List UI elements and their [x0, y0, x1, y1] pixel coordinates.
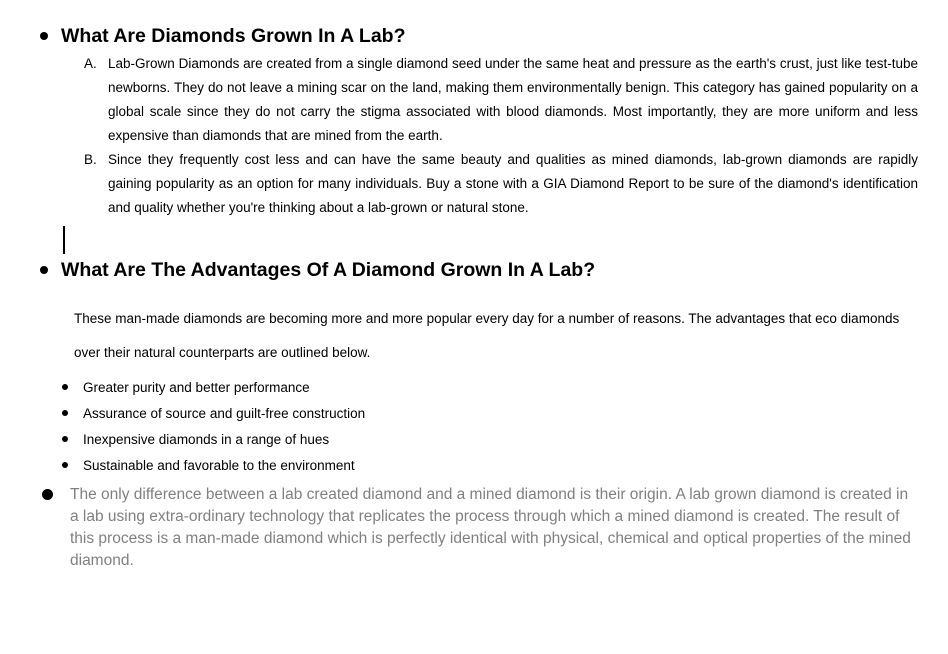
list-marker-a: A. [84, 56, 97, 71]
list-item[interactable] [62, 452, 365, 478]
section2-intro-paragraph[interactable]: These man-made diamonds are becoming more and more popular every day for a number of reasons. The advantages that eco diamonds over their natural counterparts are outlined below. [74, 311, 900, 360]
list-item[interactable] [62, 400, 365, 426]
section2-heading[interactable]: What Are The Advantages Of A Diamond Grown In A Lab? [61, 259, 596, 281]
note-bullet-row [42, 484, 920, 572]
section1-heading-row [40, 25, 406, 47]
lettered-item-b-text[interactable]: Since they frequently cost less and can have the same beauty and qualities as mined diamonds, lab-grown diamonds are rapidly gaining popularity as an option for many individuals. Buy a stone with a GIA Diamond Report to be sure of the diamond's identification and quality whether you're thinking about a lab-grown or natural stone. [108, 152, 918, 215]
bullet-marker-icon [40, 266, 48, 274]
list-item-text[interactable]: Sustainable and favorable to the environment [83, 457, 355, 473]
section2-heading-row [40, 259, 595, 281]
bullet-marker-icon [62, 462, 68, 468]
list-marker-b: B. [84, 152, 97, 167]
advantages-list [62, 374, 365, 478]
note-paragraph[interactable]: The only difference between a lab created diamond and a mined diamond is their origin. A lab grown diamond is created in a lab using extra-ordinary technology that replicates the process through which a mined diamond is created. The result of this process is a man-made diamond which is perfectly identical with physical, chemical and optical properties of the mined diamond. [70, 486, 911, 569]
bullet-marker-icon [40, 32, 48, 40]
section1-heading[interactable]: What Are Diamonds Grown In A Lab? [61, 25, 406, 47]
list-item-text[interactable]: Assurance of source and guilt-free construction [83, 405, 366, 421]
text-cursor-caret [63, 226, 65, 254]
list-item[interactable] [62, 374, 365, 400]
bullet-marker-icon [42, 489, 53, 500]
lettered-item-a[interactable] [84, 52, 918, 148]
lettered-item-a-text[interactable]: Lab-Grown Diamonds are created from a single diamond seed under the same heat and pressure as the earth's crust, just like test-tube newborns. They do not leave a mining scar on the land, making them environmentally benign. This category has gained popularity on a global scale since they do not carry the stigma associated with blood diamonds. Most importantly, they are more uniform and less expensive than diamonds that are mined from the earth. [108, 56, 918, 143]
lettered-item-b[interactable] [84, 148, 918, 220]
list-item[interactable] [62, 426, 365, 452]
bullet-marker-icon [62, 410, 68, 416]
bullet-marker-icon [62, 384, 68, 390]
list-item-text[interactable]: Greater purity and better performance [83, 379, 310, 395]
bullet-marker-icon [62, 436, 68, 442]
list-item-text[interactable]: Inexpensive diamonds in a range of hues [83, 431, 330, 447]
